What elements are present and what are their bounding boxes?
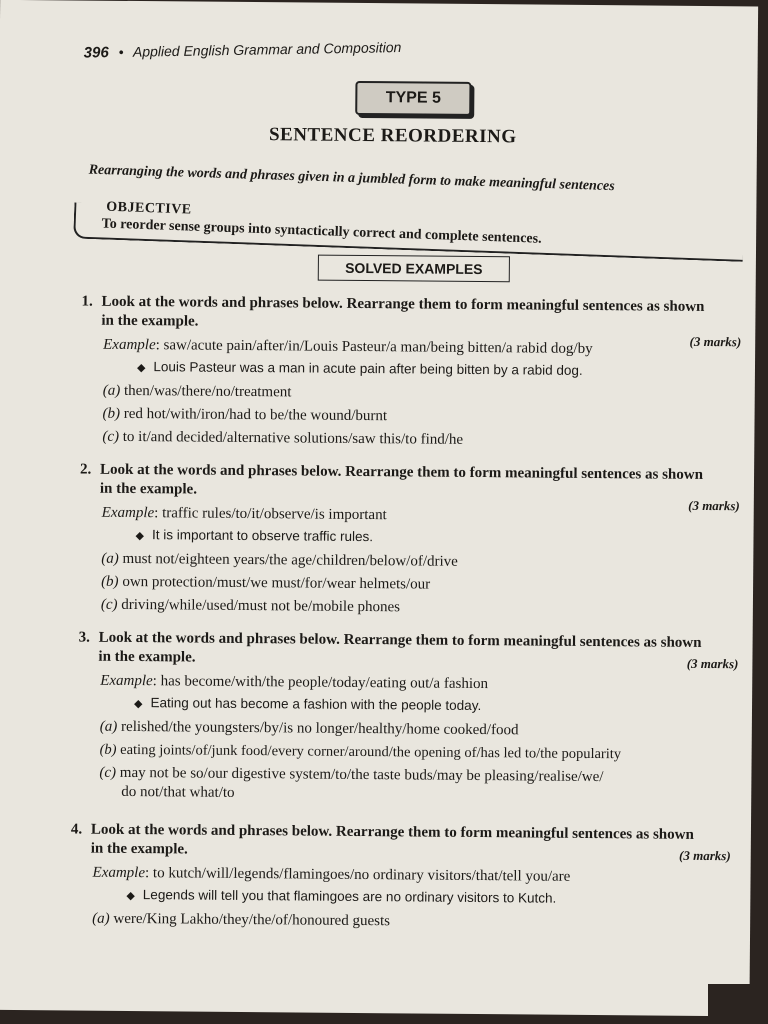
item-text-continued: do not/that what/to [121, 783, 235, 801]
item-label: (a) [99, 718, 118, 735]
answer-text: Legends will tell you that flamingoes are no ordinary visitors to Kutch. [142, 887, 557, 906]
page-number: 396 [83, 44, 109, 62]
item-text: must not/eighteen years/the age/children/below/of/drive [122, 550, 458, 570]
item-text: eating joints/of/junk food/every corner/around/the opening of/has led to/the popularity [120, 741, 622, 763]
item-label: (b) [102, 405, 121, 422]
list-item [100, 741, 744, 766]
example-line [92, 863, 736, 889]
item-text: to it/and decided/alternative solutions/saw this/to find/he [122, 428, 464, 448]
question-1 [80, 293, 747, 453]
list-item [101, 573, 745, 598]
objective-label: OBJECTIVE [102, 199, 196, 218]
question-number: 2. [80, 461, 92, 478]
question-heading [71, 820, 737, 864]
answer-text: It is important to observe traffic rules. [151, 527, 374, 545]
question-marks: (3 marks) [679, 847, 731, 864]
item-text: red hot/with/iron/had to be/the wound/burnt [123, 405, 388, 425]
header-bullet: • [118, 43, 124, 60]
item-label: (a) [102, 382, 121, 399]
item-text: then/was/there/no/treatment [123, 382, 292, 401]
section-title: SENTENCE REORDERING [268, 124, 517, 148]
page-header [84, 39, 402, 62]
section-subtitle: Rearranging the words and phrases given in a jumbled form to make meaningful sentences [88, 162, 615, 195]
list-item [92, 910, 736, 935]
item-text: relished/the youngsters/by/is no longer/healthy/home cooked/food [121, 718, 519, 739]
diamond-bullet-icon: ◆ [135, 530, 145, 543]
solved-examples-heading: SOLVED EXAMPLES [318, 255, 510, 283]
question-text: Look at the words and phrases below. Rearrange them to form meaningful sentences as shown in the example. [90, 821, 694, 858]
question-text: Look at the words and phrases below. Rearrange them to form meaningful sentences as shown in the example. [98, 629, 702, 666]
item-text: own protection/must/we must/for/wear helmets/our [122, 573, 431, 593]
question-2 [79, 461, 746, 621]
diamond-bullet-icon: ◆ [126, 889, 135, 903]
question-number: 1. [81, 293, 93, 310]
example-text: : has become/with/the people/today/eating out/a fashion [152, 673, 489, 693]
example-answer [134, 693, 744, 719]
diamond-bullet-icon: ◆ [133, 698, 143, 711]
example-label: Example [100, 672, 153, 690]
diamond-bullet-icon: ◆ [136, 362, 146, 375]
example-text: : traffic rules/to/it/observe/is important [154, 505, 387, 524]
example-line [103, 335, 747, 361]
question-text: Look at the words and phrases below. Rearrange them to form meaningful sentences as shown in the example. [101, 293, 705, 330]
question-4 [70, 820, 737, 934]
example-label: Example [92, 864, 146, 882]
example-text: : saw/acute pain/after/in/Louis Pasteur/a man/being bitten/a rabid dog/by [155, 337, 593, 358]
objective-text: To reorder sense groups into syntactically correct and complete sentences. [101, 216, 542, 247]
list-item [103, 382, 747, 407]
item-text: were/King Lakho/they/the/of/honoured guests [113, 910, 391, 930]
list-item [99, 764, 743, 808]
example-label: Example [103, 336, 156, 354]
example-answer [137, 357, 747, 383]
list-item [102, 405, 746, 430]
question-marks: (3 marks) [686, 655, 739, 672]
question-marks: (3 marks) [689, 333, 742, 350]
item-label: (b) [99, 741, 117, 758]
objective-box [73, 199, 744, 261]
list-item [100, 718, 744, 743]
list-item [101, 550, 745, 575]
question-number: 3. [78, 629, 90, 646]
question-heading [81, 293, 747, 337]
question-3 [77, 629, 744, 808]
background-corner [708, 984, 768, 1024]
list-item [101, 596, 745, 621]
example-line [100, 671, 744, 697]
item-label: (c) [99, 764, 117, 781]
question-marks: (3 marks) [688, 497, 740, 514]
example-line [102, 503, 746, 529]
item-text: may not be so/our digestive system/to/the taste buds/may be pleasing/realise/we/ [119, 764, 604, 786]
example-text: : to kutch/will/legends/flamingoes/no ordinary visitors/that/tell you/are [144, 865, 571, 885]
question-heading [78, 629, 744, 673]
example-label: Example [101, 504, 155, 522]
item-label: (c) [100, 596, 118, 613]
item-label: (c) [102, 428, 120, 445]
example-answer [135, 525, 745, 551]
question-heading [80, 461, 746, 505]
example-answer [126, 885, 736, 911]
item-text: driving/while/used/must not be/mobile phones [121, 596, 401, 616]
type-badge: TYPE 5 [355, 81, 471, 116]
question-number: 4. [70, 821, 83, 838]
answer-text: Louis Pasteur was a man in acute pain after being bitten by a rabid dog. [153, 359, 583, 378]
item-label: (a) [101, 550, 119, 567]
item-label: (a) [92, 910, 110, 927]
book-title: Applied English Grammar and Composition [132, 39, 402, 60]
list-item [102, 428, 746, 453]
answer-text: Eating out has become a fashion with the people today. [150, 695, 482, 714]
question-text: Look at the words and phrases below. Rearrange them to form meaningful sentences as shown in the example. [99, 461, 704, 498]
item-label: (b) [101, 573, 119, 590]
